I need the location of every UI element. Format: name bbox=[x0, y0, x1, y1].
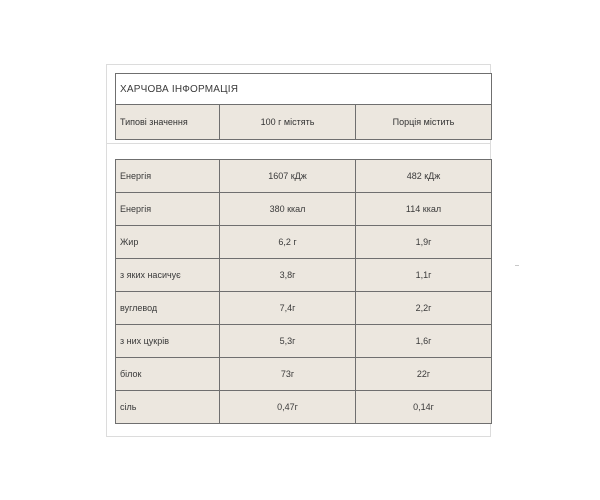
nutrient-name: з яких насичує bbox=[116, 259, 220, 292]
nutrition-title: ХАРЧОВА ІНФОРМАЦІЯ bbox=[116, 74, 492, 105]
nutrient-name: сіль bbox=[116, 391, 220, 424]
table-row bbox=[116, 391, 492, 424]
nutrition-panel bbox=[106, 64, 491, 437]
value-per-portion: 482 кДж bbox=[356, 160, 492, 193]
value-per-100g: 73г bbox=[220, 358, 356, 391]
nutrient-name: білок bbox=[116, 358, 220, 391]
header-per-portion: Порція містить bbox=[356, 105, 492, 140]
value-per-100g: 0,47г bbox=[220, 391, 356, 424]
section-divider bbox=[107, 143, 490, 144]
nutrient-name: Енергія bbox=[116, 193, 220, 226]
value-per-100g: 5,3г bbox=[220, 325, 356, 358]
value-per-portion: 114 ккал bbox=[356, 193, 492, 226]
value-per-100g: 6,2 г bbox=[220, 226, 356, 259]
table-row bbox=[116, 358, 492, 391]
table-row bbox=[116, 160, 492, 193]
value-per-100g: 1607 кДж bbox=[220, 160, 356, 193]
table-row bbox=[116, 226, 492, 259]
nutrient-name: Жир bbox=[116, 226, 220, 259]
table-row bbox=[116, 325, 492, 358]
value-per-portion: 22г bbox=[356, 358, 492, 391]
nutrition-header-table bbox=[115, 73, 492, 140]
value-per-portion: 1,6г bbox=[356, 325, 492, 358]
table-row bbox=[116, 292, 492, 325]
value-per-100g: 3,8г bbox=[220, 259, 356, 292]
decorative-mark bbox=[515, 265, 519, 266]
nutrient-name: вуглевод bbox=[116, 292, 220, 325]
header-per-100g: 100 г містять bbox=[220, 105, 356, 140]
nutrition-values-table bbox=[115, 159, 492, 424]
table-row bbox=[116, 193, 492, 226]
value-per-portion: 1,1г bbox=[356, 259, 492, 292]
table-row bbox=[116, 259, 492, 292]
value-per-portion: 1,9г bbox=[356, 226, 492, 259]
header-typical-values: Типові значення bbox=[116, 105, 220, 140]
value-per-100g: 380 ккал bbox=[220, 193, 356, 226]
title-row bbox=[116, 74, 492, 105]
nutrient-name: з них цукрів bbox=[116, 325, 220, 358]
value-per-portion: 0,14г bbox=[356, 391, 492, 424]
value-per-100g: 7,4г bbox=[220, 292, 356, 325]
nutrient-name: Енергія bbox=[116, 160, 220, 193]
column-header-row bbox=[116, 105, 492, 140]
value-per-portion: 2,2г bbox=[356, 292, 492, 325]
